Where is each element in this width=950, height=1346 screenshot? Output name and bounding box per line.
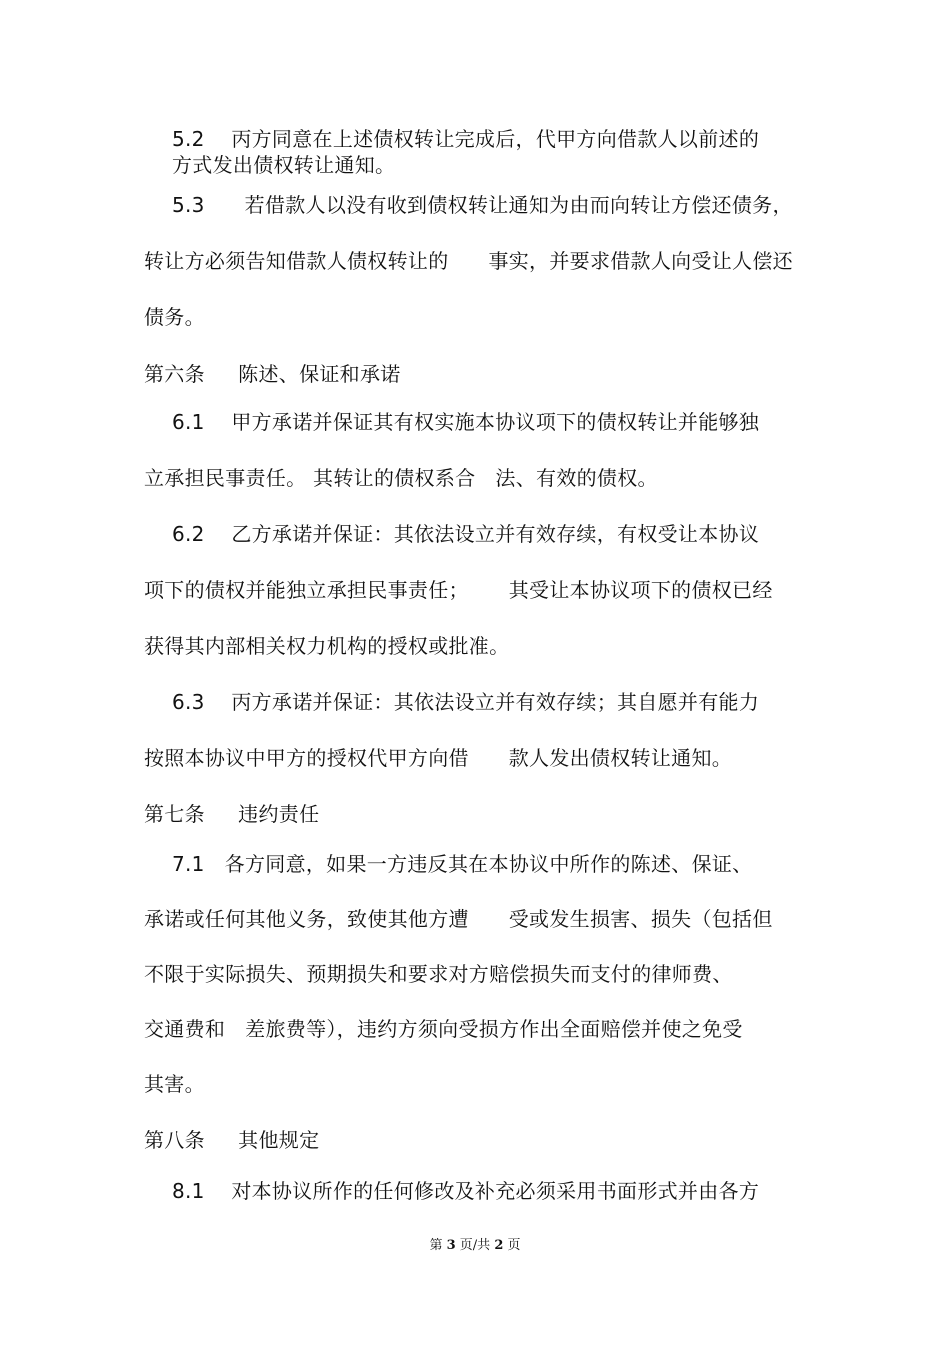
paragraph-6-3-line-2: 按照本协议中甲方的授权代甲方向借 款人发出债权转让通知。 — [144, 746, 733, 770]
paragraph-7-1-line-3: 不限于实际损失、预期损失和要求对方赔偿损失而支付的律师费、 — [144, 962, 733, 986]
paragraph-6-2-line-1: 6.2 乙方承诺并保证：其依法设立并有效存续，有权受让本协议 — [172, 522, 760, 546]
page-footer — [0, 1234, 950, 1253]
paragraph-5-3-line-2: 转让方必须告知借款人债权转让的 事实，并要求借款人向受让人偿还 — [144, 249, 793, 273]
article-8-heading: 第八条 其他规定 — [144, 1128, 320, 1152]
paragraph-6-2-line-3: 获得其内部相关权力机构的授权或批准。 — [144, 634, 510, 658]
paragraph-8-1-line-1: 8.1 对本协议所作的任何修改及补充必须采用书面形式并由各方 — [172, 1179, 760, 1203]
paragraph-5-2-line-2: 方式发出债权转让通知。 — [172, 153, 396, 177]
paragraph-5-3-line-3: 债务。 — [144, 305, 205, 329]
paragraph-5-3-line-1: 5.3 若借款人以没有收到债权转让通知为由而向转让方偿还债务， — [172, 193, 793, 217]
paragraph-6-2-line-2: 项下的债权并能独立承担民事责任； 其受让本协议项下的债权已经 — [144, 578, 773, 602]
article-6-heading: 第六条 陈述、保证和承诺 — [144, 362, 401, 386]
article-7-heading: 第七条 违约责任 — [144, 802, 320, 826]
paragraph-7-1-line-5: 其害。 — [144, 1072, 205, 1096]
paragraph-7-1-line-2: 承诺或任何其他义务，致使其他方遭 受或发生损害、损失（包括但 — [144, 907, 773, 931]
paragraph-6-3-line-1: 6.3 丙方承诺并保证：其依法设立并有效存续；其自愿并有能力 — [172, 690, 760, 714]
footer-middle: 页/共 — [455, 1238, 495, 1253]
paragraph-7-1-line-1: 7.1 各方同意，如果一方违反其在本协议中所作的陈述、保证、 — [172, 852, 753, 876]
paragraph-5-2-line-1: 5.2 丙方同意在上述债权转让完成后，代甲方向借款人以前述的 — [172, 127, 760, 151]
total-page-number: 2 — [494, 1238, 504, 1253]
footer-suffix: 页 — [503, 1238, 521, 1253]
paragraph-7-1-line-4: 交通费和 差旅费等），违约方须向受损方作出全面赔偿并使之免受 — [144, 1017, 743, 1041]
footer-prefix: 第 — [429, 1238, 447, 1253]
paragraph-6-1-line-2: 立承担民事责任。 其转让的债权系合 法、有效的债权。 — [144, 466, 658, 490]
current-page-number: 3 — [446, 1238, 456, 1253]
paragraph-6-1-line-1: 6.1 甲方承诺并保证其有权实施本协议项下的债权转让并能够独 — [172, 410, 760, 434]
